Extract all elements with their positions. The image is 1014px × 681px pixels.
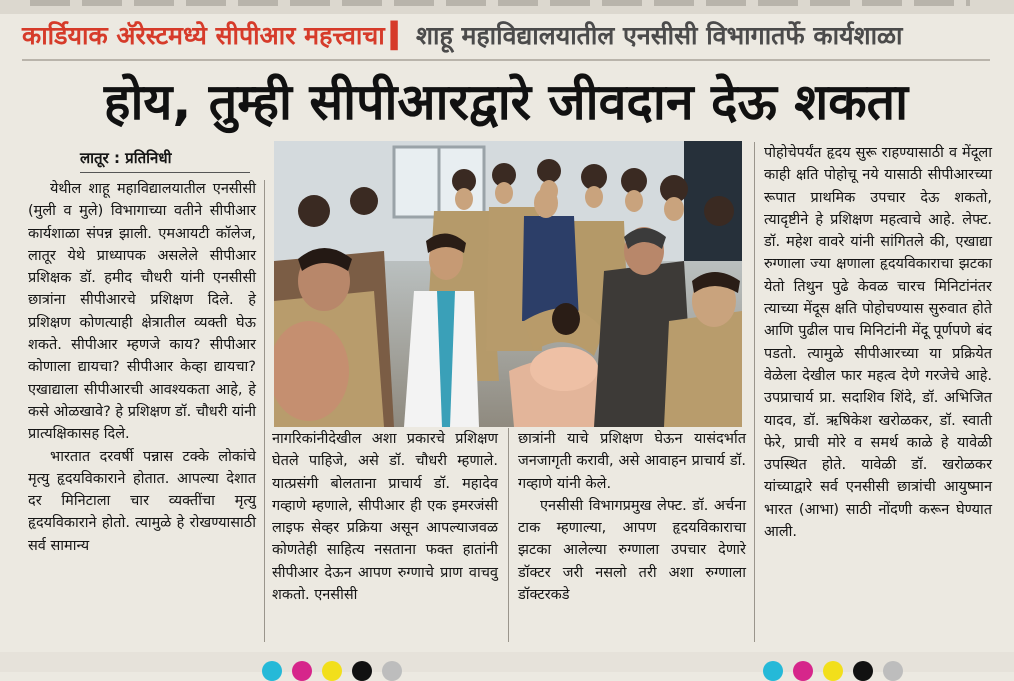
column-divider-2 xyxy=(508,428,509,642)
print-color-mark xyxy=(262,661,282,681)
print-color-mark xyxy=(883,661,903,681)
column-1-paragraph-1: येथील शाहू महाविद्यालयातील एनसीसी (मुली व मुले) विभागाच्या वतीने सीपीआर कार्यशाळा संपन्न झाली. एमआयटी कॉलेज, लातूर येथे प्राध्यापक असलेले सीपीआर प्रशिक्षक डॉ. हमीद चौधरी यांनी एनसीसी छात्रांना सीपीआरचे प्रशिक्षण दिले. हे प्रशिक्षण कोणत्याही क्षेत्रातील व्यक्ती घेऊ शकते. सीपीआर म्हणजे काय? सीपीआर कोणाला द्यायचा? सीपीआर केव्हा द्यायचा? एखाद्याला सीपीआरची आवश्यकता आहे, हे कसे ओळखावे? हे प्रशिक्षण डॉ. चौधरी यांनी प्रात्यक्षिकासह दिले. xyxy=(28,181,256,443)
column-2 xyxy=(272,428,498,606)
column-divider-3 xyxy=(754,142,755,642)
kicker-separator-bar: ▍ xyxy=(390,21,410,50)
article-photo xyxy=(274,141,742,427)
previous-article-strip xyxy=(0,0,1014,14)
column-3-paragraph-1: छात्रांनी याचे प्रशिक्षण घेऊन यासंदर्भात जनजागृती करावी, असे आवाहन प्राचार्य डॉ. गव्हाणे यांनी केले. xyxy=(518,431,746,492)
cpr-training-photo xyxy=(274,141,742,427)
print-color-mark xyxy=(823,661,843,681)
faded-text-strip xyxy=(30,0,970,6)
column-4-paragraph-1: पोहोचेपर्यंत हृदय सुरू राहण्यासाठी व मेंदूला काही क्षति पोहोचू नये यासाठी सीपीआरच्या रूपात प्राथमिक उपचार देऊ शकतो, त्यादृष्टीने हे प्रशिक्षण महत्वाचे आहे. लेफ्ट. डॉ. महेश वावरे यांनी सांगितले की, एखाद्या रुग्णाला ज्या क्षणाला हृदयविकाराचा झटका येतो तिथुन पुढे केवळ चारच मिनिटांनंतर त्याच्या मेंदूस क्षति पोहोचण्यास सुरुवात होते आणि पुढील पाच मिनिटांनी मेंदू पूर्णपणे बंद पडतो. त्यामुळे सीपीआरच्या या प्रक्रियेत वेळेला देखील फार महत्व देणे गरजेचे आहे. उपप्राचार्य प्रा. सदाशिव शिंदे, डॉ. अभिजित यादव, डॉ. ऋषिकेश खरोळकर, डॉ. स्वाती फेरे, प्राची मोरे व समर्थ काळे हे यावेळी उपस्थित होते. यावेळी डॉ. खरोळकर यांच्याद्वारे सर्व एनसीसी छात्रांची आयुष्मान भारत (आभा) साठी नोंदणी करून घेण्यात आली. xyxy=(764,145,992,541)
print-color-mark xyxy=(853,661,873,681)
print-color-mark xyxy=(793,661,813,681)
byline-underline xyxy=(80,172,250,173)
print-color-mark xyxy=(382,661,402,681)
print-color-mark xyxy=(763,661,783,681)
column-1-paragraph-2: भारतात दरवर्षी पन्नास टक्के लोकांचे मृत्यु हृदयविकाराने होतात. आपल्या देशात दर मिनिटाला चार व्यक्तींचा मृत्यु हृदयविकाराने होतो. त्यामुळे हे रोखण्यासाठी सर्व सामान्य xyxy=(28,448,256,554)
kicker-secondary: शाहू महाविद्यालयातील एनसीसी विभागातर्फे कार्यशाळा xyxy=(415,21,903,50)
kicker-primary: कार्डियाक अ‍ॅरेस्टमध्ये सीपीआर महत्त्वाचा xyxy=(22,21,385,50)
kicker-line xyxy=(22,16,992,56)
column-4 xyxy=(764,142,992,543)
byline: लातूर : प्रतिनिधी xyxy=(80,149,172,167)
print-color-mark xyxy=(322,661,342,681)
column-divider-1 xyxy=(264,180,265,642)
print-color-mark xyxy=(352,661,372,681)
column-1 xyxy=(28,178,256,557)
column-3-paragraph-2: एनसीसी विभागप्रमुख लेफ्ट. डॉ. अर्चना टाक म्हणाल्या, आपण हृदयविकाराचा झटका आलेल्या रुग्णाला उपचार देणारे डॉक्टर जरी नसलो तरी अशा रुग्णाला डॉक्टरकडे xyxy=(518,497,746,604)
headline: होय, तुम्ही सीपीआरद्वारे जीवदान देऊ शकता xyxy=(103,73,909,131)
print-color-mark xyxy=(292,661,312,681)
column-3 xyxy=(518,428,746,606)
kicker-rule xyxy=(22,59,990,61)
column-2-paragraph-1: नागरिकांनीदेखील अशा प्रकारचे प्रशिक्षण घेतले पाहिजे, असे डॉ. चौधरी म्हणाले. यात्प्रसंगी बोलताना प्राचार्य डॉ. महादेव गव्हाणे म्हणाले, सीपीआर ही एक इमरजंसी लाइफ सेव्हर प्रक्रिया असून आपल्याजवळ कोणतेही साहित्य नसताना फक्त हातांनी सीपीआर देऊन आपण रुग्णाचे प्राण वाचवु शकतो. एनसीसी xyxy=(272,431,498,604)
